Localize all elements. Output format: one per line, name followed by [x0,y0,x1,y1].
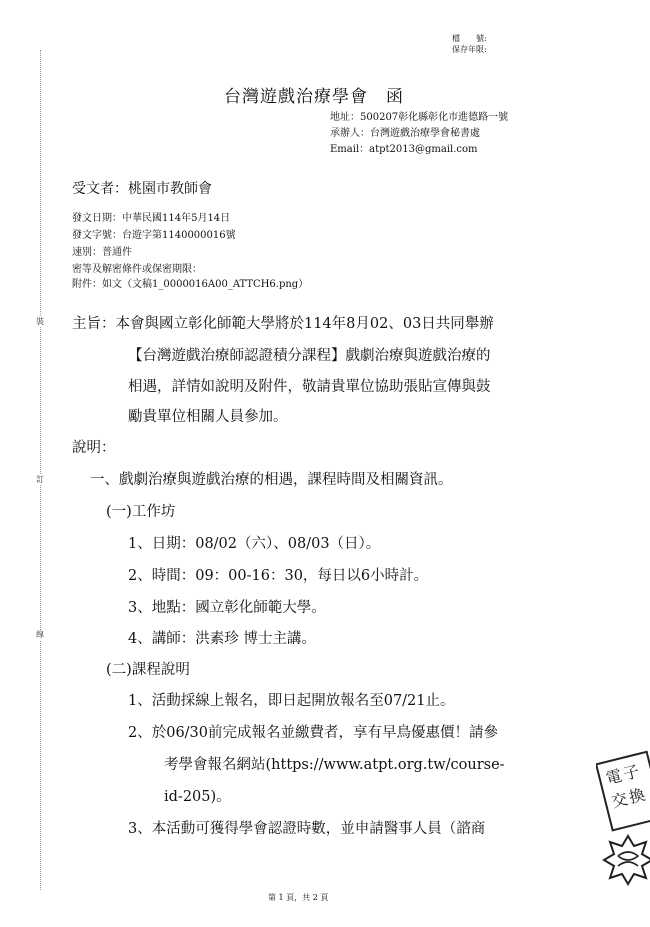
workshop-item-location: 3、地點：國立彰化師範大學。 [128,600,326,616]
explanation-heading: 說明： [72,440,116,456]
delivery-speed: 速別：普通件 [72,247,132,258]
binding-dotted-line [40,50,41,890]
subject-line-1: 主旨：本會與國立彰化師範大學將於114年8月02、03日共同舉辦 [72,316,494,332]
sender-email: Email：atpt2013@gmail.com [330,144,478,155]
course-heading: (二)課程說明 [106,662,190,678]
document-title: 台灣遊戲治療學會 函 [224,87,404,107]
binding-mark-ding: 訂 [36,475,44,484]
sender-address: 地址：500207彰化縣彰化市進德路一號 [330,112,509,123]
issue-number: 發文字號：台遊字第1140000016號 [72,230,236,241]
workshop-heading: (一)工作坊 [106,504,176,520]
workshop-item-time: 2、時間：09：00-16：30，每日以6小時計。 [128,568,429,584]
binding-mark-zhuang: 裝 [36,317,44,326]
course-item-2-line-2: 考學會報名網站(https://www.atpt.org.tw/course- [164,757,505,773]
attachment-line: 附件：如文（文稿1_0000016A00_ATTCH6.png） [72,279,309,290]
binding-mark-xian: 線 [36,630,44,639]
svg-text:交: 交 [609,789,630,812]
course-item-3: 3、本活動可獲得學會認證時數，並申請醫事人員（諮商 [128,821,486,837]
issue-date: 發文日期：中華民國114年5月14日 [72,213,231,224]
recipient: 受文者：桃園市教師會 [72,181,212,197]
workshop-item-date: 1、日期：08/02（六）、08/03（日）。 [128,536,381,552]
course-item-2-line-3: id-205)。 [164,789,231,805]
sender-handler: 承辦人：台灣遊戲治療學會秘書處 [330,128,480,139]
electronic-exchange-stamp [596,748,650,888]
page-number-footer: 第 1 頁，共 2 頁 [268,893,329,902]
secrecy-level: 密等及解密條件或保密期限： [72,264,202,275]
file-number-label: 檔 號: [452,34,487,43]
subject-line-3: 相遇，詳情如說明及附件，敬請貴單位協助張貼宣傳與鼓 [128,379,491,395]
svg-text:換: 換 [626,784,648,808]
section-1-heading: 一、戲劇治療與遊戲治療的相遇，課程時間及相關資訊。 [90,472,453,488]
workshop-item-lecturer: 4、講師：洪素珍 博士主講。 [128,631,316,647]
retention-period-label: 保存年限: [452,45,487,54]
subject-line-4: 勵貴單位相關人員參加。 [128,409,288,425]
course-item-1: 1、活動採線上報名，即日起開放報名至07/21止。 [128,693,455,709]
course-item-2-line-1: 2、於06/30前完成報名並繳費者，享有早鳥優惠價！請參 [128,725,499,741]
svg-text:子: 子 [621,761,642,784]
svg-text:電: 電 [603,765,624,789]
subject-line-2: 【台灣遊戲治療師認證積分課程】戲劇治療與遊戲治療的 [128,348,491,364]
